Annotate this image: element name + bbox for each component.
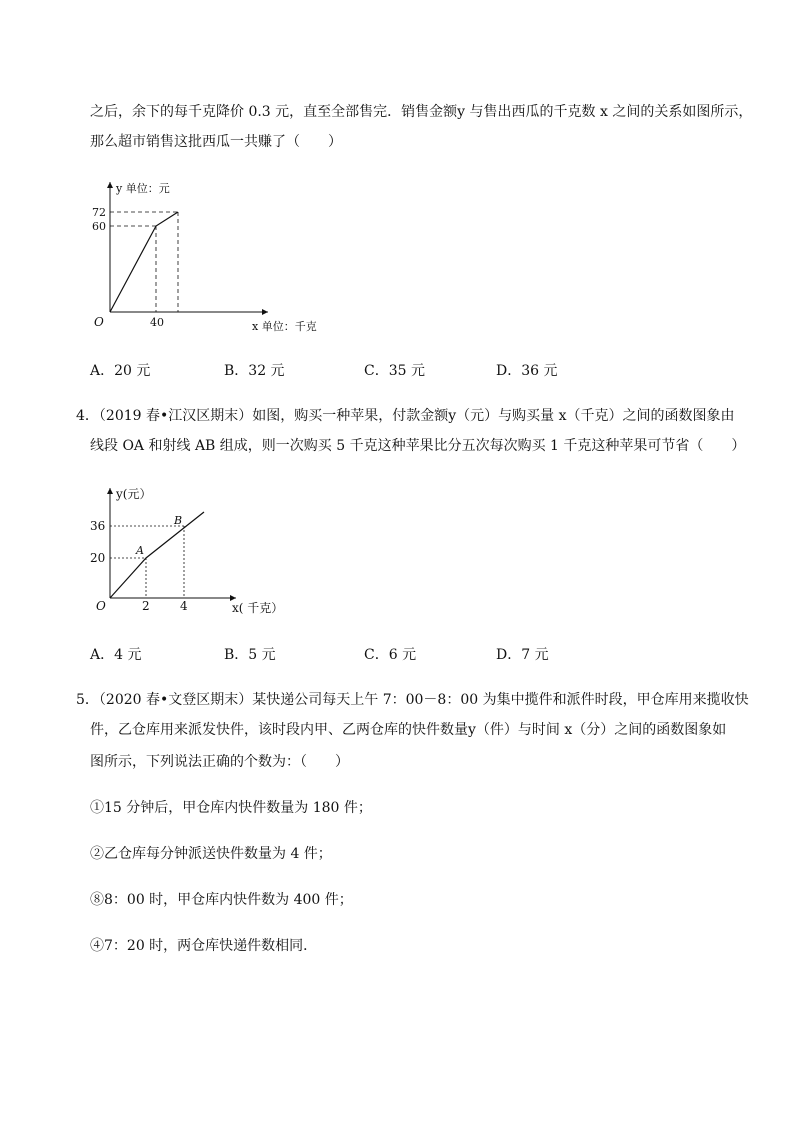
- q4-text-line-2: 线段 OA 和射线 AB 组成，则一次购买 5 千克这种苹果比分五次每次购买 1 千克这种苹果可节省（ ）: [90, 438, 746, 454]
- q4-y-tick-36: 36: [90, 519, 106, 533]
- q4-option-c[interactable]: C．6 元: [364, 647, 417, 663]
- q4-options: [90, 644, 710, 664]
- q4-x-axis-label: x( 千克）: [232, 601, 284, 615]
- q5-statement-1: ①15 分钟后，甲仓库内快件数量为 180 件；: [90, 800, 372, 816]
- q3-origin-label: O: [94, 315, 104, 329]
- q3-option-a[interactable]: A．20 元: [90, 363, 151, 379]
- q4-option-a[interactable]: A．4 元: [90, 647, 142, 663]
- q4-figure: [86, 482, 326, 622]
- q5-text-line-2: 件，乙仓库用来派发快件，该时段内甲、乙两仓库的快件数量y（件）与时间 x（分）之间的函数图象如: [90, 722, 727, 738]
- q4-y-axis-label: y(元）: [116, 487, 152, 501]
- q5-statement-2: ②乙仓库每分钟派送快件数量为 4 件；: [90, 846, 332, 862]
- q3-y-axis-label: y 单位：元: [116, 182, 170, 195]
- q5-text-line-1: 5．（2020 春•文登区期末）某快递公司每天上午 7：00－8：00 为集中揽件和派件时段，甲仓库用来揽收快: [76, 692, 749, 708]
- q3-x-tick-40: 40: [150, 316, 164, 329]
- q4-y-tick-20: 20: [90, 551, 106, 565]
- q3-option-d[interactable]: D．36 元: [496, 363, 558, 379]
- q4-point-b-label: B: [174, 514, 183, 527]
- q3-y-tick-60: 60: [92, 220, 106, 233]
- q4-origin-label: O: [96, 599, 106, 613]
- q4-function-line: [110, 512, 204, 598]
- q5-statement-4: ④7：20 时，两仓库快递件数相同．: [90, 938, 318, 954]
- q3-option-c[interactable]: C．35 元: [364, 363, 425, 379]
- q4-x-tick-2: 2: [142, 599, 150, 613]
- q5-statement-3: ⑧8：00 时，甲仓库内快件数为 400 件；: [90, 892, 353, 908]
- q3-option-b[interactable]: B．32 元: [224, 363, 285, 379]
- q3-x-axis-label: x 单位：千克: [252, 320, 317, 333]
- q4-text-line-1: 4．（2019 春•江汉区期末）如图，购买一种苹果，付款金额y（元）与购买量 x（千克）之间的函数图象由: [76, 408, 735, 424]
- q4-option-d[interactable]: D．7 元: [496, 647, 549, 663]
- q4-x-tick-4: 4: [180, 599, 188, 613]
- q3-options: [90, 360, 710, 380]
- q4-option-b[interactable]: B．5 元: [224, 647, 276, 663]
- q3-figure: [88, 172, 348, 342]
- q3-graph: [88, 172, 348, 342]
- q5-text-line-3: 图所示，下列说法正确的个数为：（ ）: [90, 754, 349, 770]
- q3-text-line-2: 那么超市销售这批西瓜一共赚了（ ）: [90, 134, 342, 150]
- q3-y-tick-72: 72: [92, 206, 106, 219]
- q3-text-line-1: 之后，余下的每千克降价 0.3 元，直至全部售完．销售金额y 与售出西瓜的千克数 x 之间的关系如图所示，: [90, 104, 753, 120]
- q4-point-a-label: A: [136, 544, 144, 557]
- q3-function-line: [110, 212, 178, 312]
- q4-graph: [86, 482, 326, 622]
